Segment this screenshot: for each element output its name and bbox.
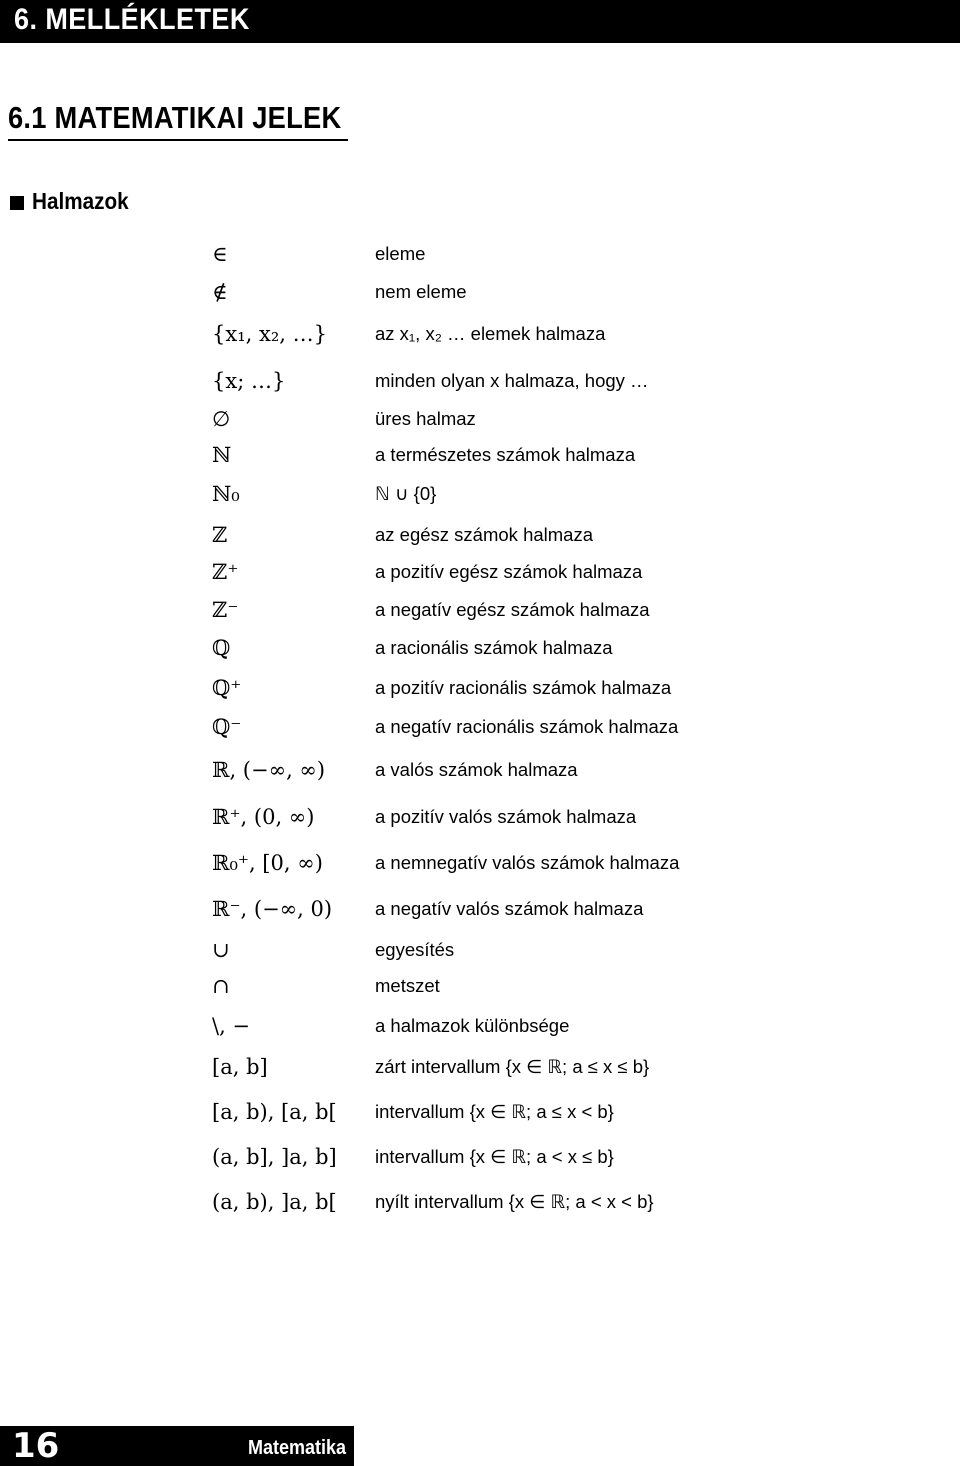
description-cell: ℕ ∪ {0}	[375, 483, 437, 504]
section-title: 6.1 MATEMATIKAI JELEK	[8, 100, 342, 135]
description-cell: zárt intervallum {x ∈ ℝ; a ≤ x ≤ b}	[375, 1056, 650, 1077]
page-number: 16	[12, 1426, 60, 1466]
description-cell: intervallum {x ∈ ℝ; a < x ≤ b}	[375, 1146, 614, 1167]
description-cell: egyesítés	[375, 939, 455, 960]
subsection-title: Halmazok	[32, 188, 129, 214]
description-cell: a pozitív racionális számok halmaza	[375, 677, 672, 698]
symbol-cell: ℤ⁻	[212, 598, 239, 622]
description-cell: a természetes számok halmaza	[375, 444, 636, 465]
description-cell: üres halmaz	[375, 408, 476, 429]
symbol-cell: ∅	[212, 407, 231, 431]
description-cell: a negatív racionális számok halmaza	[375, 716, 679, 737]
symbol-cell: \, −	[212, 1014, 251, 1038]
description-cell: eleme	[375, 243, 426, 264]
symbol-cell: [a, b]	[212, 1055, 268, 1079]
description-cell: a valós számok halmaza	[375, 759, 578, 780]
description-cell: a pozitív valós számok halmaza	[375, 806, 637, 827]
symbol-cell: {x; …}	[212, 369, 286, 393]
symbol-cell: ℚ⁺	[212, 676, 242, 700]
symbol-cell: [a, b), [a, b[	[212, 1100, 337, 1124]
symbol-cell: ℝ, (−∞, ∞)	[212, 758, 326, 782]
symbol-cell: ∩	[212, 974, 230, 998]
description-cell: nyílt intervallum {x ∈ ℝ; a < x < b}	[375, 1191, 654, 1212]
description-cell: intervallum {x ∈ ℝ; a ≤ x < b}	[375, 1101, 614, 1122]
description-cell: nem eleme	[375, 281, 467, 302]
symbol-cell: ℕ₀	[212, 482, 240, 506]
description-cell: a pozitív egész számok halmaza	[375, 561, 643, 582]
chapter-header-bar	[0, 0, 960, 43]
chapter-title: 6. MELLÉKLETEK	[14, 3, 250, 36]
symbol-cell: ℤ	[212, 523, 228, 547]
symbol-cell: ℝ⁺, (0, ∞)	[212, 805, 315, 829]
description-cell: az x₁, x₂ … elemek halmaza	[375, 323, 606, 344]
symbol-cell: ∪	[212, 938, 230, 962]
symbol-cell: ℚ	[212, 636, 231, 660]
symbol-cell: {x₁, x₂, …}	[212, 322, 327, 346]
symbol-cell: ℚ⁻	[212, 715, 242, 739]
symbol-cell: (a, b], ]a, b]	[212, 1145, 337, 1169]
section-title-underline	[8, 139, 348, 141]
symbol-cell: ℕ	[212, 443, 232, 467]
symbol-cell: ℝ₀⁺, [0, ∞)	[212, 851, 323, 875]
symbol-cell: ∈	[212, 242, 228, 266]
symbol-cell: ∉	[212, 280, 228, 304]
footer-subject-label: Matematika	[248, 1437, 347, 1459]
description-cell: minden olyan x halmaza, hogy …	[375, 370, 649, 391]
description-cell: az egész számok halmaza	[375, 524, 593, 545]
description-cell: a racionális számok halmaza	[375, 637, 613, 658]
description-cell: a halmazok különbsége	[375, 1015, 570, 1036]
symbol-cell: ℤ⁺	[212, 560, 239, 584]
description-cell: a negatív valós számok halmaza	[375, 898, 644, 919]
description-cell: a nemnegatív valós számok halmaza	[375, 852, 680, 873]
square-bullet-icon	[10, 196, 24, 210]
symbol-cell: ℝ⁻, (−∞, 0)	[212, 897, 333, 921]
description-cell: a negatív egész számok halmaza	[375, 599, 650, 620]
symbol-cell: (a, b), ]a, b[	[212, 1190, 337, 1214]
description-cell: metszet	[375, 975, 440, 996]
